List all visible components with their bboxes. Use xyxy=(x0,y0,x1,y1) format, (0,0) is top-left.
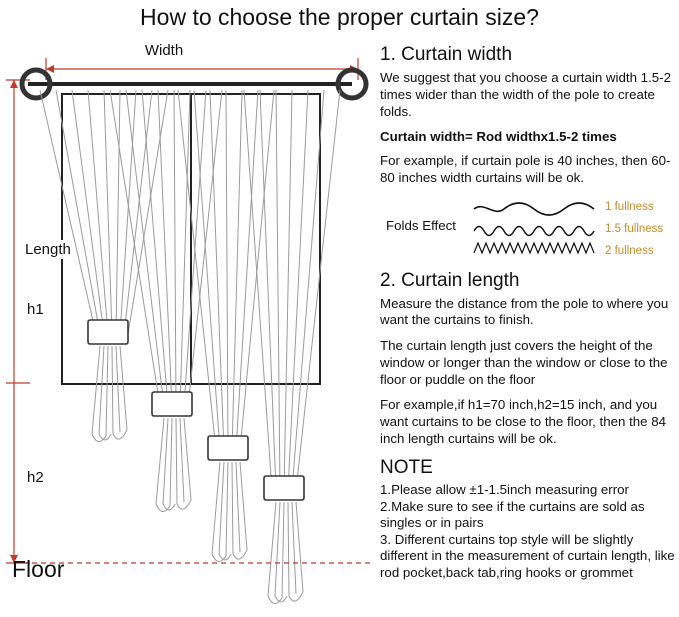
folds-legend-item-1: 1 fullness xyxy=(605,200,654,213)
folds-effect xyxy=(380,196,679,262)
fullness-2-wave xyxy=(474,243,594,253)
section-note xyxy=(380,457,679,581)
note-list xyxy=(380,482,679,581)
h1-dimension-label: h1 xyxy=(24,300,47,319)
width-dimension xyxy=(46,58,358,80)
section-1-formula: Curtain width= Rod widthx1.5-2 times xyxy=(380,129,617,145)
section-2-example: For example,if h1=70 inch,h2=15 inch, and you want curtains to be close to the floor, then the 84 inch length curtains will be ok. xyxy=(380,397,667,446)
folds-legend-item-3: 2 fullness xyxy=(605,244,654,257)
curtain-diagram-svg xyxy=(0,34,380,617)
section-2-paragraph-1: Measure the distance from the pole to where you want the curtains to finish. xyxy=(380,295,669,328)
fullness-1-5-wave xyxy=(474,226,594,235)
folds-effect-label: Folds Effect xyxy=(386,217,456,233)
length-dimension xyxy=(6,80,30,563)
fullness-1-wave xyxy=(474,203,594,215)
folds-effect-svg xyxy=(472,196,602,262)
instructions-column xyxy=(380,44,679,617)
section-1-example: For example, if curtain pole is 40 inches, then 60-80 inches width curtains will be ok. xyxy=(380,153,671,185)
note-item-1: 1.Please allow ±1-1.5inch measuring error xyxy=(380,481,629,497)
curtain-diagram xyxy=(0,34,380,617)
width-dimension-label: Width xyxy=(141,42,187,59)
section-curtain-width xyxy=(380,44,679,187)
section-2-paragraph-2: The curtain length just covers the height of the window or longer than the window or close to the floor or puddle on the floor xyxy=(380,338,668,387)
page-title: How to choose the proper curtain size? xyxy=(140,4,539,30)
folds-legend-item-2: 1.5 fullness xyxy=(605,222,664,235)
section-curtain-length xyxy=(380,270,679,448)
section-1-paragraph-1: We suggest that you choose a curtain width 1.5-2 times wider than the width of the pole to create folds. xyxy=(380,70,671,119)
length-dimension-label: Length xyxy=(22,240,74,259)
section-2-heading: 2. Curtain length xyxy=(380,269,520,291)
h2-dimension-label: h2 xyxy=(24,468,47,487)
note-item-2: 2.Make sure to see if the curtains are sold as singles or in pairs xyxy=(380,498,645,530)
floor-label: Floor xyxy=(12,556,65,582)
section-1-heading: 1. Curtain width xyxy=(380,44,513,65)
note-heading: NOTE xyxy=(380,456,433,478)
note-item-3: 3. Different curtains top style will be slightly different in the measurement of curtain length, like rod pocket,back tab,ring hooks or grommet xyxy=(380,532,675,580)
folds-legend xyxy=(605,196,679,262)
